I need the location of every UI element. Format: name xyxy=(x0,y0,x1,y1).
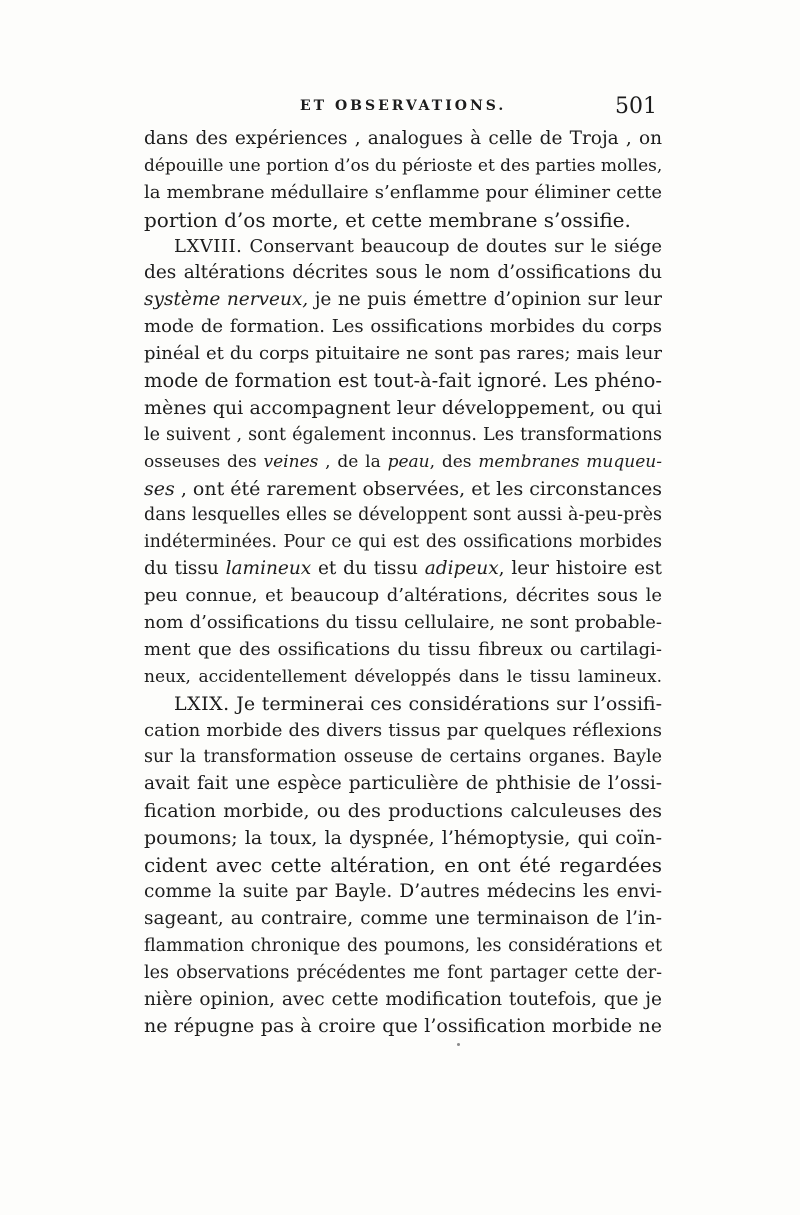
text-span: neux, accidentellement développés dans le tissu lamineux. xyxy=(144,666,662,687)
text-span: , leur histoire est xyxy=(498,558,662,580)
text-span: ment que des ossifications du tissu fibreux ou cartilagi- xyxy=(144,638,662,660)
text-span: sageant, au contraire, comme une terminaison de l’in- xyxy=(144,907,662,929)
italic-term: ses xyxy=(144,477,175,500)
text-span: mènes qui accompagnent leur développement, ou qui xyxy=(144,396,662,419)
text-line xyxy=(144,852,662,879)
text-span: fication morbide, ou des productions calculeuses des xyxy=(144,800,662,823)
text-span: et du tissu xyxy=(311,558,425,580)
text-line xyxy=(144,933,662,960)
text-span: mode de formation. Les ossifications morbides du corps xyxy=(144,316,662,338)
text-span: comme la suite par Bayle. D’autres médecins les envi- xyxy=(144,880,662,902)
text-line xyxy=(144,879,662,906)
text-span: Conservant beaucoup de doutes sur le siége xyxy=(242,235,662,257)
text-line xyxy=(144,1013,662,1040)
text-span: flammation chronique des poumons, les considérations et xyxy=(144,935,662,956)
text-line xyxy=(144,287,662,314)
text-span: des altérations décrites sous le nom d’ossifications du xyxy=(144,262,662,284)
text-span: portion d’os morte, et cette membrane s’ossifie. xyxy=(144,207,631,232)
text-span: , de la xyxy=(318,451,388,472)
text-span: la membrane médullaire s’enflamme pour éliminer cette xyxy=(144,181,662,203)
text-span: cident avec cette altération, en ont été regardées xyxy=(144,853,662,878)
text-line xyxy=(144,744,662,771)
text-span: osseuses des xyxy=(144,451,264,472)
text-span: pinéal et du corps pituitaire ne sont pas rares; mais leur xyxy=(144,343,662,365)
text-span: nière opinion, avec cette modification toutefois, que je xyxy=(144,988,662,1010)
text-span: poumons; la toux, la dyspnée, l’hémoptysie, qui coïn- xyxy=(144,827,662,850)
text-line xyxy=(144,610,662,637)
italic-term: lamineux xyxy=(225,558,312,580)
text-line xyxy=(144,529,662,556)
section-number: LXVIII. xyxy=(174,235,243,257)
text-line xyxy=(144,180,662,207)
text-span: cation morbide des divers tissus par quelques réflexions xyxy=(144,719,662,741)
text-line xyxy=(144,556,662,583)
text-span: mode de formation est tout-à-fait ignoré. Les phéno- xyxy=(144,369,662,393)
running-head xyxy=(0,94,800,124)
text-span: dans lesquelles elles se développent sont aussi à-peu-près xyxy=(144,505,662,526)
text-span: nom d’ossifications du tissu cellulaire, ne sont probable- xyxy=(144,612,662,634)
text-line xyxy=(144,314,662,341)
text-line xyxy=(144,153,662,180)
text-span: Je terminerai ces considérations sur l’ossifi- xyxy=(229,692,662,715)
text-line xyxy=(144,691,662,718)
text-span: sur la transformation osseuse de certains organes. Bayle xyxy=(144,747,662,768)
text-span: dépouille une portion d’os du périoste et des parties molles, xyxy=(144,155,662,176)
italic-term: veines xyxy=(263,451,319,472)
text-span: , ont été rarement observées, et les circonstances xyxy=(174,477,662,500)
section-number: LXIX. xyxy=(174,692,230,715)
text-span: avait fait une espèce particulière de phthisie de l’ossi- xyxy=(144,773,662,795)
page-number: 501 xyxy=(615,94,657,119)
italic-term: membranes muqueu- xyxy=(478,451,662,472)
text-line xyxy=(144,771,662,798)
text-span: dans des expériences , analogues à celle de Troja , on xyxy=(144,128,662,149)
text-line xyxy=(144,395,662,422)
text-span: ne répugne pas à croire que l’ossification morbide ne xyxy=(144,1015,662,1038)
text-line xyxy=(144,422,662,449)
text-line xyxy=(144,449,662,476)
text-span: je ne puis émettre d’opinion sur leur xyxy=(308,289,662,311)
text-line xyxy=(144,476,662,503)
print-speck xyxy=(457,1043,460,1046)
text-span: indéterminées. Pour ce qui est des ossifications morbides xyxy=(144,532,662,553)
text-line xyxy=(144,960,662,987)
text-line xyxy=(144,906,662,933)
text-span: le suivent , sont également inconnus. Les transformations xyxy=(144,424,662,445)
text-line xyxy=(144,368,662,395)
text-line xyxy=(144,798,662,825)
text-line xyxy=(144,341,662,368)
text-span: peu connue, et beaucoup d’altérations, décrites sous le xyxy=(144,585,662,607)
italic-term: peau xyxy=(387,451,430,472)
body-text xyxy=(144,126,662,1040)
text-span: , des xyxy=(429,451,479,472)
text-line xyxy=(144,664,662,691)
running-title: ET OBSERVATIONS. xyxy=(300,98,507,114)
text-line xyxy=(144,637,662,664)
text-line xyxy=(144,502,662,529)
text-line xyxy=(144,126,662,153)
text-line xyxy=(144,260,662,287)
text-span: les observations précédentes me font partager cette der- xyxy=(144,962,662,983)
text-line xyxy=(144,825,662,852)
text-line xyxy=(144,583,662,610)
text-line xyxy=(144,207,662,234)
text-span: du tissu xyxy=(144,558,226,580)
italic-term: système nerveux, xyxy=(144,289,309,311)
text-line xyxy=(144,234,662,261)
text-line xyxy=(144,987,662,1014)
italic-term: adipeux xyxy=(424,558,499,580)
text-line xyxy=(144,718,662,745)
